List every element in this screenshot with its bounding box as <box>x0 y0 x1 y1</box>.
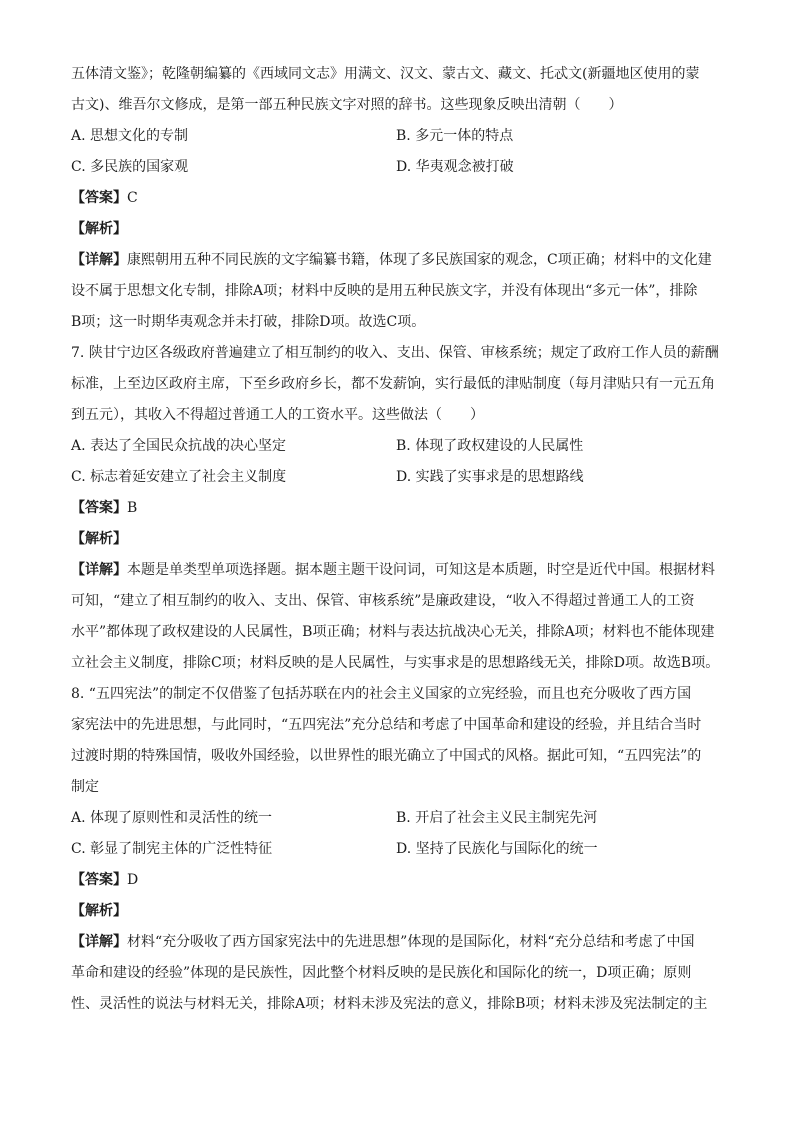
answer-tag: 【答案】 <box>71 872 127 888</box>
options-row <box>71 808 723 839</box>
analysis-tag: 【解析】 <box>71 531 127 547</box>
question-6 <box>71 64 723 343</box>
answer-value: B <box>127 500 138 516</box>
option-c: C. 多民族的国家观 <box>71 159 189 175</box>
question-stem-line: 标准，上至边区政府主席，下至乡政府乡长，都不发薪饷，实行最低的津贴制度（每月津贴只有一元五角 <box>71 376 715 392</box>
answer-line <box>71 870 723 901</box>
detail-line: 革命和建设的经验”体现的是民族性，因此整个材料反映的是民族化和国际化的统一，D项正确；原则 <box>71 965 692 981</box>
options-row <box>71 839 723 870</box>
detail-text: 材料“充分吸收了西方国家宪法中的先进思想”体现的是国际化，材料“充分总结和考虑了中国 <box>127 934 695 950</box>
question-stem-line: 古文)、维吾尔文修成，是第一部五种民族文字对照的辞书。这些现象反映出清朝（ ） <box>71 97 623 113</box>
question-stem-line: 家宪法中的先进思想，与此同时，“五四宪法”充分总结和考虑了中国革命和建设的经验，并且结合当时 <box>71 717 702 733</box>
question-stem-line: 8. “五四宪法”的制定不仅借鉴了包括苏联在内的社会主义国家的立宪经验，而且也充分吸收了西方国 <box>71 686 692 702</box>
question-stem-line: 制定 <box>71 779 99 795</box>
options-row <box>71 436 723 467</box>
detail-line <box>71 932 723 963</box>
option-a: A. 思想文化的专制 <box>71 128 189 144</box>
answer-value: D <box>127 872 139 888</box>
question-stem-line: 到五元），其收入不得超过普通工人的工资水平。这些做法（ ） <box>71 407 484 423</box>
document-page <box>71 64 723 1025</box>
detail-tag: 【详解】 <box>71 562 127 578</box>
detail-line: 性、灵活性的说法与材料无关，排除A项；材料未涉及宪法的意义，排除B项；材料未涉及宪法制定的主 <box>71 996 708 1012</box>
question-stem-line: 7. 陕甘宁边区各级政府普遍建立了相互制约的收入、支出、保管、审核系统；规定了政府工作人员的薪酬 <box>71 345 719 361</box>
detail-line: 可知，“建立了相互制约的收入、支出、保管、审核系统”是廉政建设，“收入不得超过普通工人的工资 <box>71 593 695 609</box>
detail-line <box>71 250 723 281</box>
option-a: A. 体现了原则性和灵活性的统一 <box>71 810 273 826</box>
detail-line: 设不属于思想文化专制，排除A项；材料中反映的是用五种民族文字，并没有体现出“多元一体”，排除 <box>71 283 698 299</box>
detail-text: 本题是单类型单项选择题。据本题主题干设问词，可知这是本质题，时空是近代中国。根据材料 <box>127 562 715 578</box>
question-8 <box>71 684 723 1025</box>
option-b: B. 体现了政权建设的人民属性 <box>396 438 584 454</box>
option-c: C. 彰显了制宪主体的广泛性特征 <box>71 841 273 857</box>
answer-tag: 【答案】 <box>71 190 127 206</box>
answer-tag: 【答案】 <box>71 500 127 516</box>
option-b: B. 开启了社会主义民主制宪先河 <box>396 810 598 826</box>
question-7 <box>71 343 723 684</box>
detail-line <box>71 560 723 591</box>
analysis-heading <box>71 529 723 560</box>
detail-line: 水平”都体现了政权建设的人民属性，B项正确；材料与表达抗战决心无关，排除A项；材料也不能体现建 <box>71 624 715 640</box>
answer-value: C <box>127 190 138 206</box>
answer-line <box>71 188 723 219</box>
options-row <box>71 126 723 157</box>
analysis-tag: 【解析】 <box>71 221 127 237</box>
option-d: D. 实践了实事求是的思想路线 <box>396 469 584 485</box>
analysis-heading <box>71 219 723 250</box>
detail-text: 康熙朝用五种不同民族的文字编纂书籍，体现了多民族国家的观念，C项正确；材料中的文化建 <box>127 252 712 268</box>
question-stem-line: 五体清文鉴》；乾隆朝编纂的《西域同文志》用满文、汉文、蒙古文、藏文、托忒文(新疆地区使用的蒙 <box>71 66 700 82</box>
option-a: A. 表达了全国民众抗战的决心坚定 <box>71 438 287 454</box>
option-b: B. 多元一体的特点 <box>396 128 514 144</box>
question-stem-line: 过渡时期的特殊国情，吸收外国经验，以世界性的眼光确立了中国式的风格。据此可知，“五四宪法”的 <box>71 748 702 764</box>
option-c: C. 标志着延安建立了社会主义制度 <box>71 469 287 485</box>
option-d: D. 坚持了民族化与国际化的统一 <box>396 841 598 857</box>
option-d: D. 华夷观念被打破 <box>396 159 514 175</box>
detail-tag: 【详解】 <box>71 934 127 950</box>
detail-line: B项；这一时期华夷观念并未打破，排除D项。故选C项。 <box>71 314 426 330</box>
analysis-tag: 【解析】 <box>71 903 127 919</box>
answer-line <box>71 498 723 529</box>
options-row <box>71 157 723 188</box>
options-row <box>71 467 723 498</box>
analysis-heading <box>71 901 723 932</box>
detail-tag: 【详解】 <box>71 252 127 268</box>
detail-line: 立社会主义制度，排除C项；材料反映的是人民属性，与实事求是的思想路线无关，排除D项。故选B项。 <box>71 655 720 671</box>
